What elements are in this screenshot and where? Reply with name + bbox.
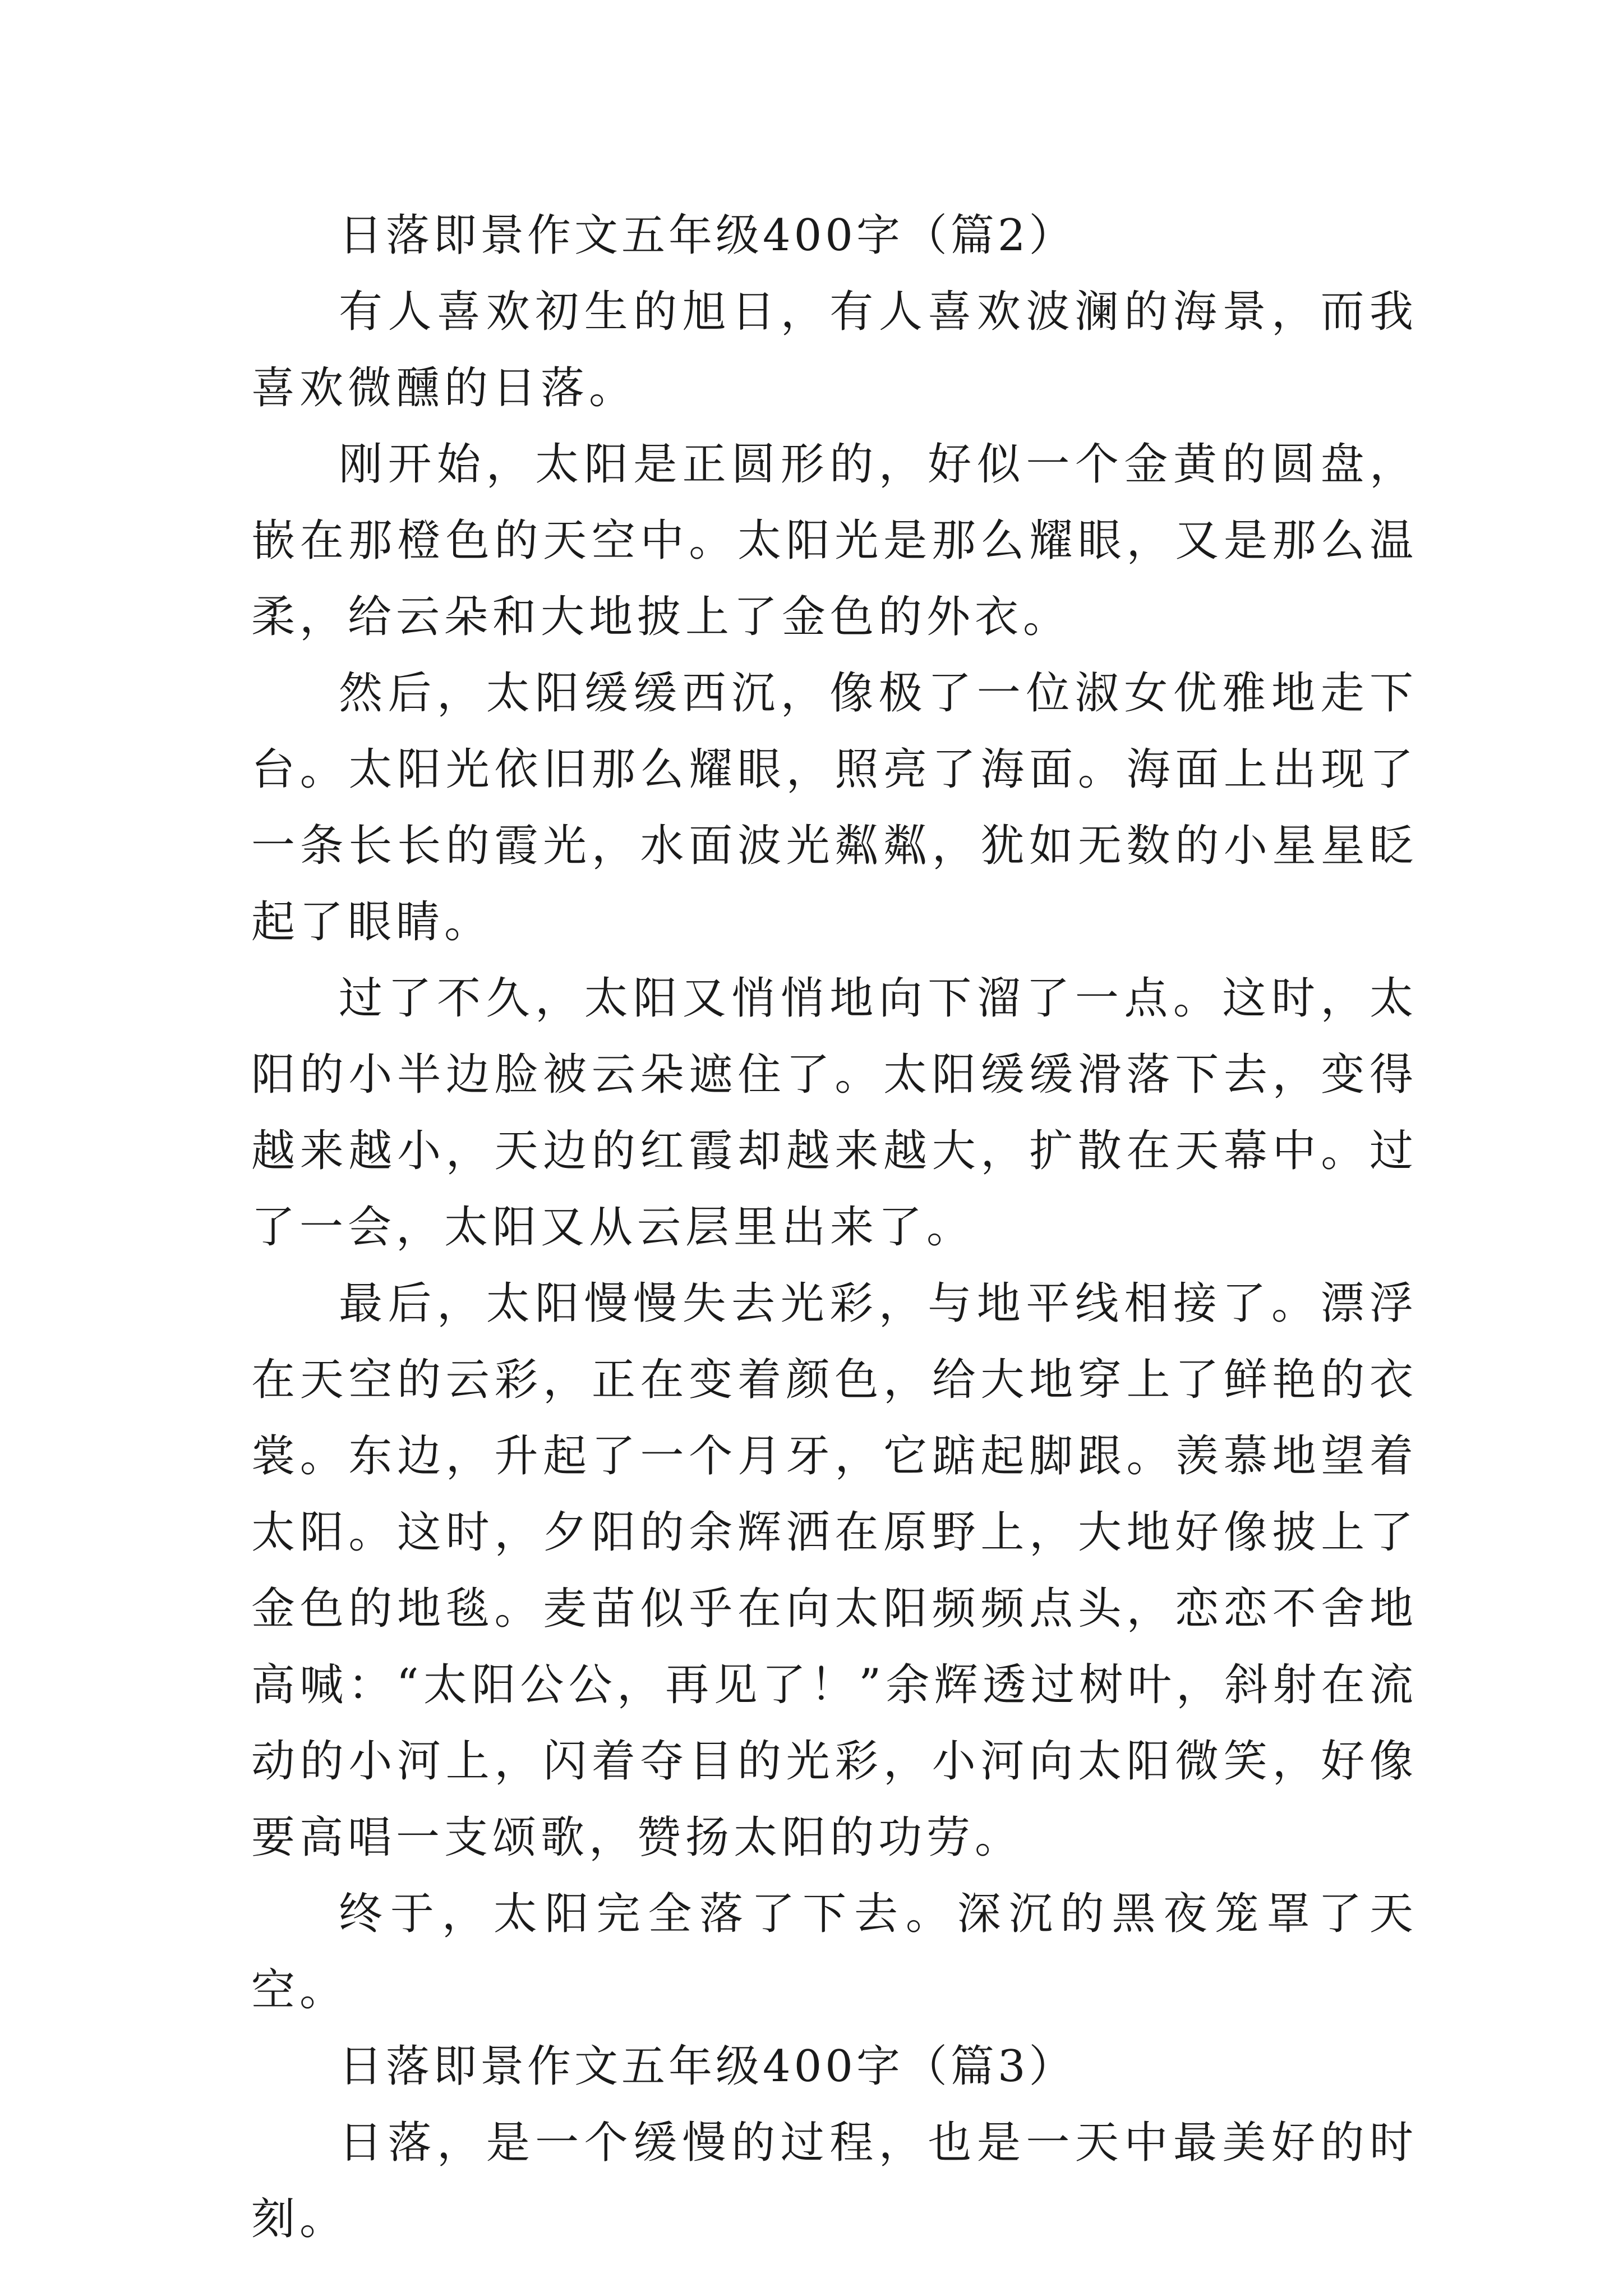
paragraph: 终于，太阳完全落了下去。深沉的黑夜笼罩了天空。 bbox=[251, 1889, 1418, 2016]
paragraph: 过了不久，太阳又悄悄地向下溜了一点。这时，太阳的小半边脸被云朵遮住了。太阳缓缓滑落下去，变得越来越小，天边的红霞却越来越大，扩散在天幕中。过了一会，太阳又从云层里出来了。 bbox=[251, 973, 1418, 1253]
paragraph: 有人喜欢初生的旭日，有人喜欢波澜的海景，而我喜欢微醺的日落。 bbox=[251, 287, 1418, 413]
paragraph: 然后，太阳缓缓西沉，像极了一位淑女优雅地走下台。太阳光依旧那么耀眼，照亮了海面。海面上出现了一条长长的霞光，水面波光粼粼，犹如无数的小星星眨起了眼睛。 bbox=[251, 668, 1418, 947]
paragraph: 最后，太阳慢慢失去光彩，与地平线相接了。漂浮在天空的云彩，正在变着颜色，给大地穿上了鲜艳的衣裳。东边，升起了一个月牙，它踮起脚跟。羡慕地望着太阳。这时，夕阳的余辉洒在原野上，大地好像披上了金色的地毯。麦苗似乎在向太阳频频点头，恋恋不舍地高喊：“太阳公公，再见了！”余辉透过树叶，斜射在流动的小河上，闪着夺目的光彩，小河向太阳微笑，好像要高唱一支颂歌，赞扬太阳的功劳。 bbox=[251, 1278, 1418, 1863]
essay-heading-3: 日落即景作文五年级400字（篇3） bbox=[339, 2041, 1076, 2092]
document-body bbox=[251, 197, 1418, 2257]
paragraph: 刚开始，太阳是正圆形的，好似一个金黄的圆盘，嵌在那橙色的天空中。太阳光是那么耀眼，又是那么温柔，给云朵和大地披上了金色的外衣。 bbox=[251, 439, 1418, 642]
essay-heading-2: 日落即景作文五年级400字（篇2） bbox=[339, 210, 1076, 261]
paragraph: 日落，是一个缓慢的过程，也是一天中最美好的时刻。 bbox=[251, 2118, 1418, 2244]
